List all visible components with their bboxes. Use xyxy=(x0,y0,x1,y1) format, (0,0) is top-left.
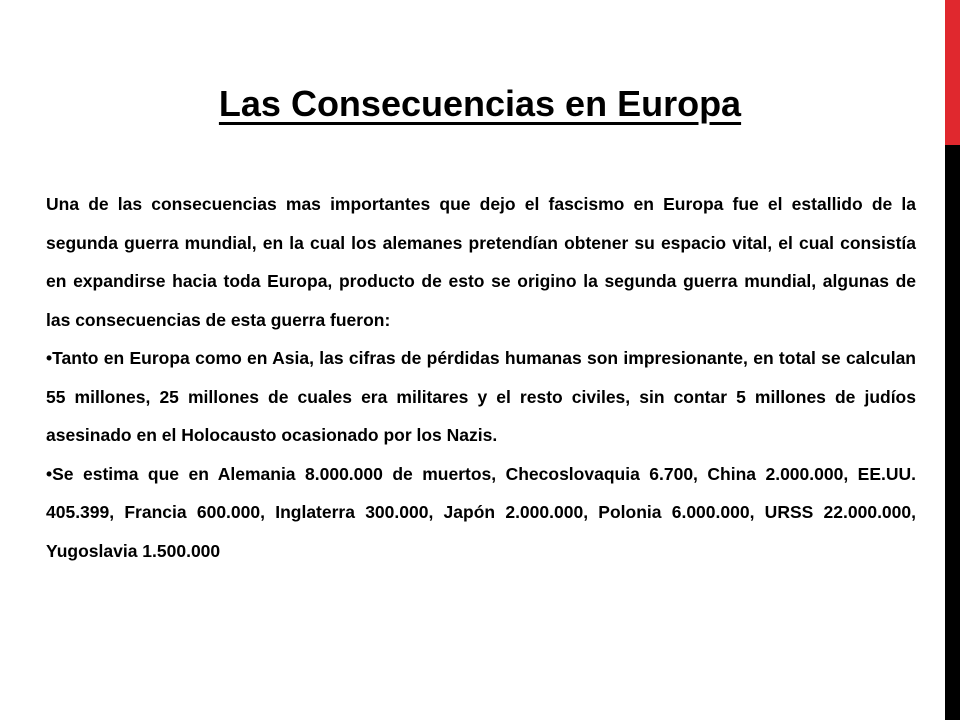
slide-title: Las Consecuencias en Europa xyxy=(218,83,742,124)
slide-body xyxy=(46,185,916,570)
bullet-item: •Tanto en Europa como en Asia, las cifras de pérdidas humanas son impresionante, en total se calculan 55 millones, 25 millones de cuales era militares y el resto civiles, sin contar 5 millones de judíos asesinado en el Holocausto ocasionado por los Nazis. xyxy=(46,348,916,445)
intro-paragraph: Una de las consecuencias mas importantes que dejo el fascismo en Europa fue el estallido de la segunda guerra mundial, en la cual los alemanes pretendían obtener su espacio vital, el cual consistía en expandirse hacia toda Europa, producto de esto se origino la segunda guerra mundial, algunas de las consecuencias de esta guerra fueron: xyxy=(46,194,916,330)
accent-bar-black xyxy=(945,145,960,720)
bullet-item: •Se estima que en Alemania 8.000.000 de muertos, Checoslovaquia 6.700, China 2.000.000, EE.UU. 405.399, Francia 600.000, Inglaterra 300.000, Japón 2.000.000, Polonia 6.000.000, URSS 22.000.000, Yugoslavia 1.500.000 xyxy=(46,463,916,561)
